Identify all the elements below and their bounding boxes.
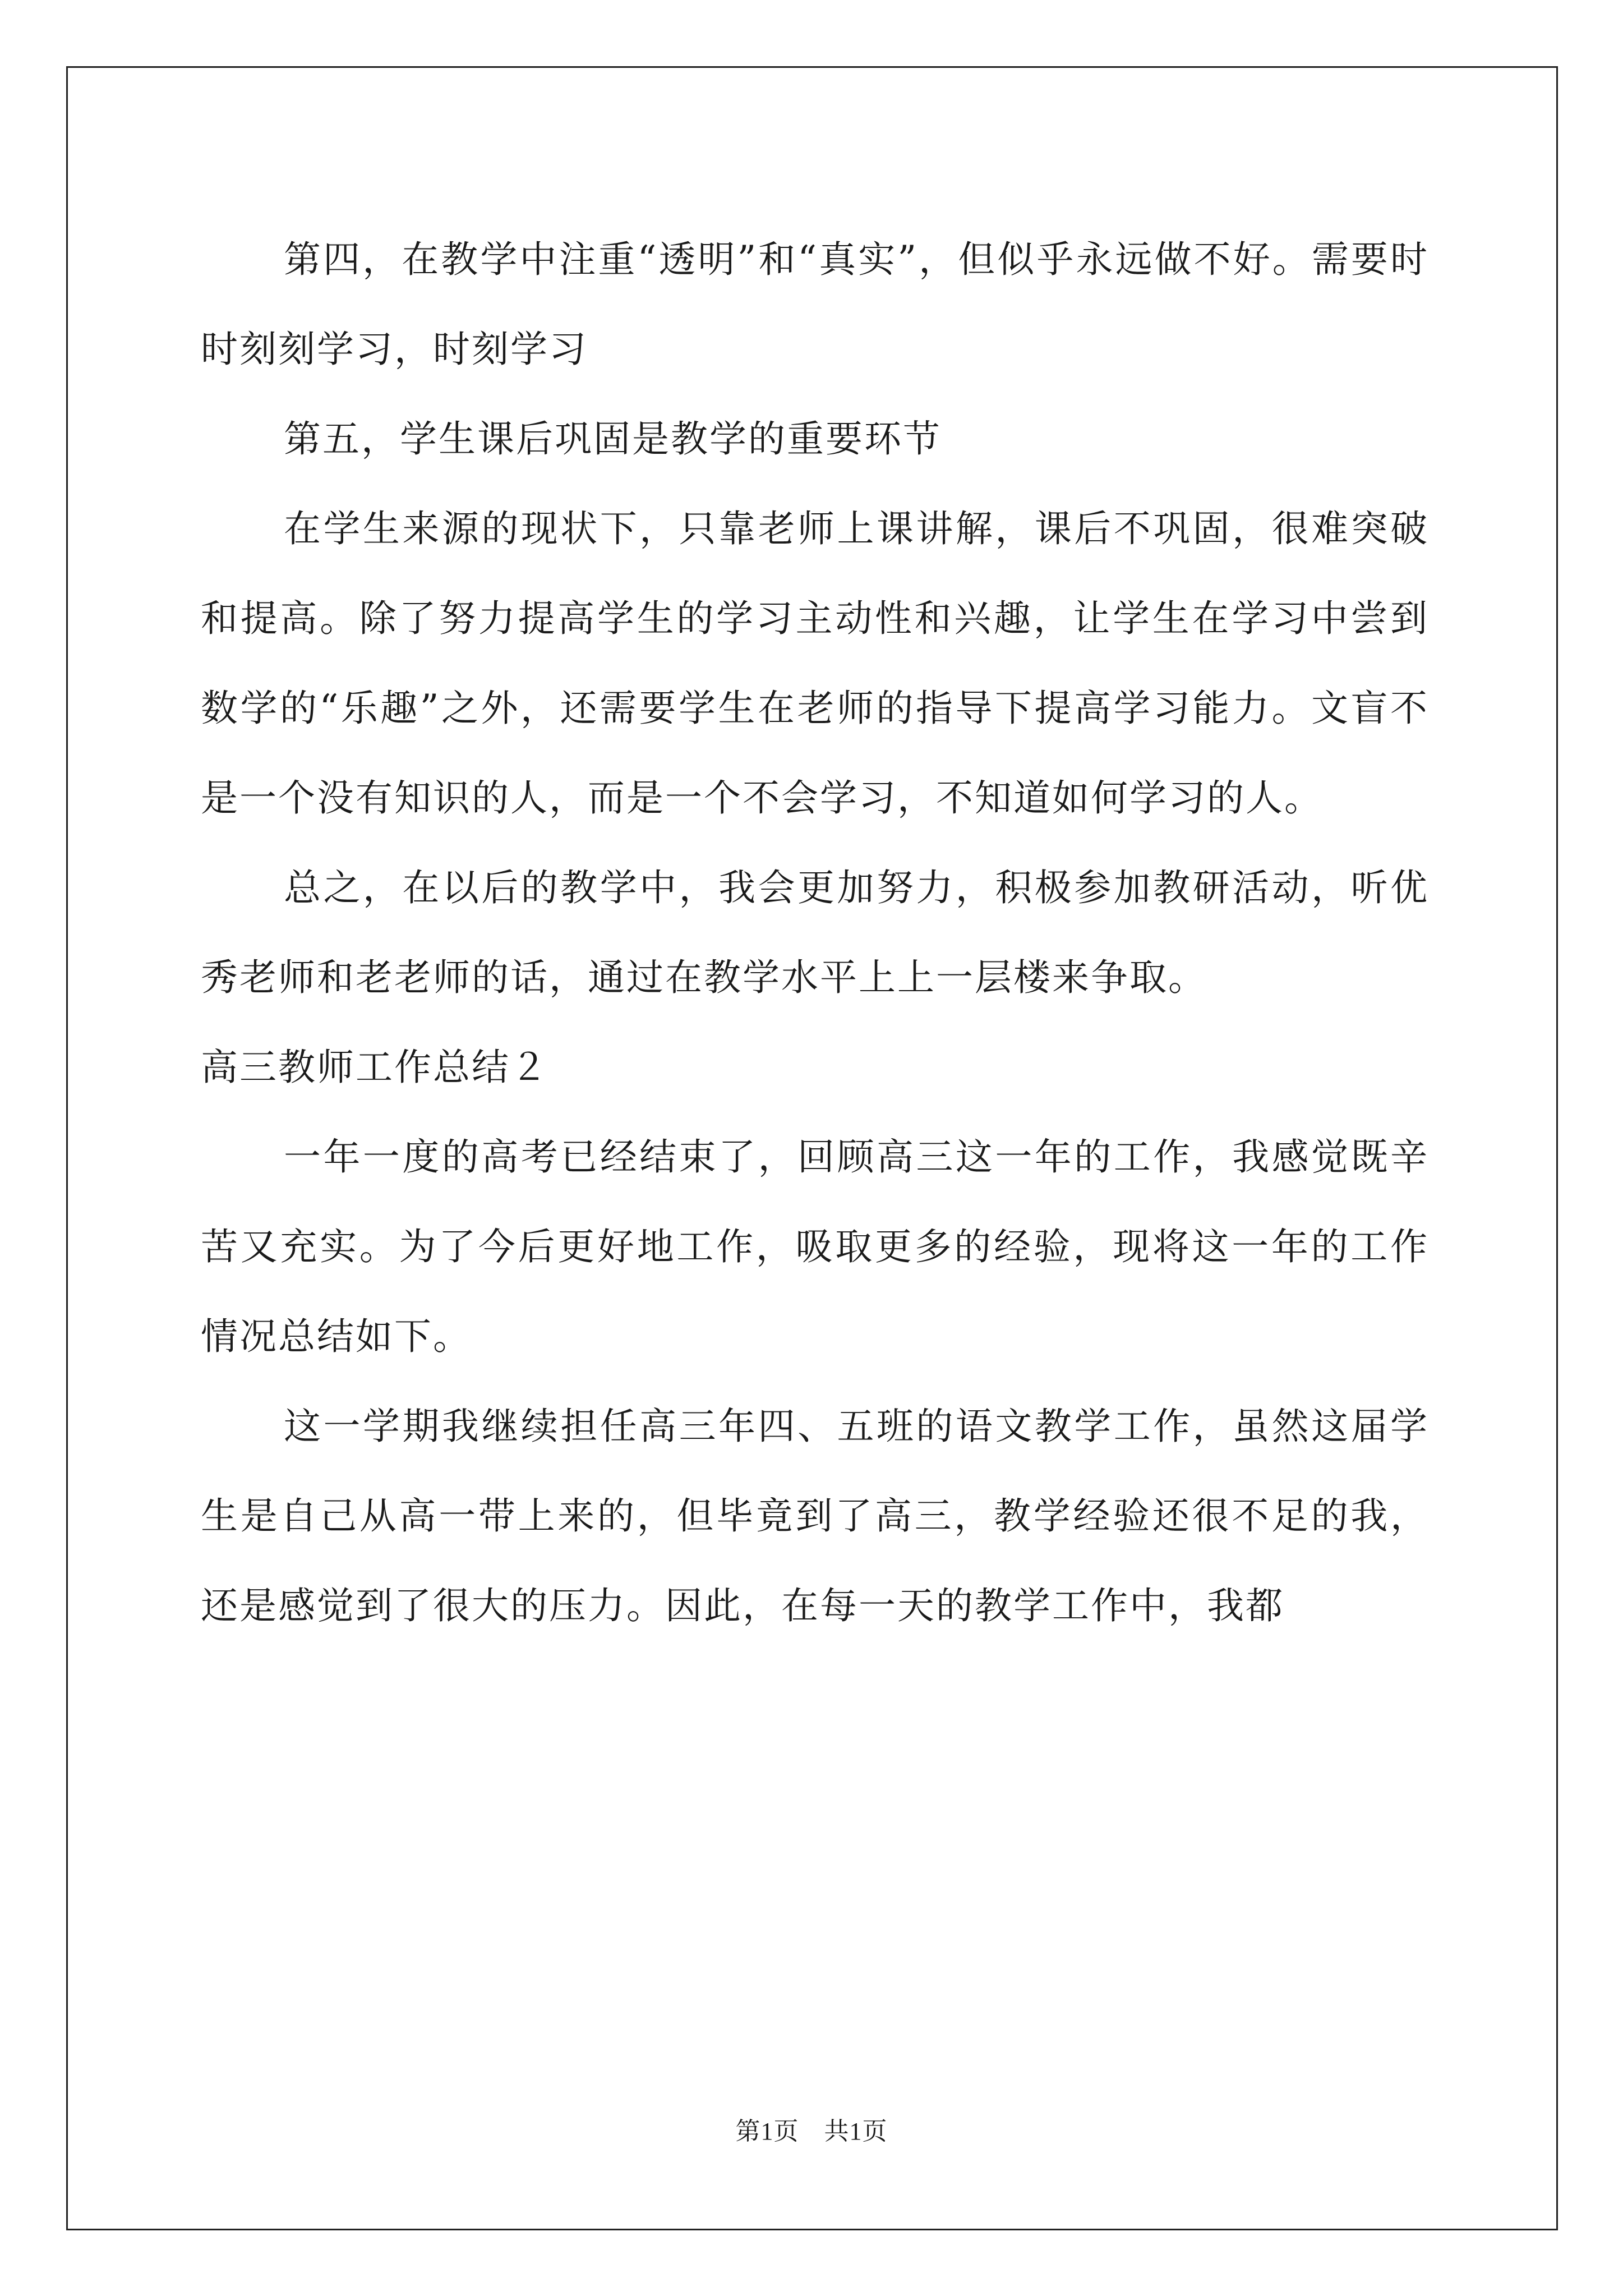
paragraph-fifth-point: 第五，学生课后巩固是教学的重要环节 [284, 417, 942, 461]
document-body [201, 215, 1429, 1651]
paragraph-teaching-duty: 这一学期我继续担任高三年四、五班的语文教学工作，虽然这届学生是自己从高一带上来的，但毕竟到了高三，教学经验还很不足的我，还是感觉到了很大的压力。因此，在每一天的教学工作中，我都 [201, 1405, 1429, 1627]
paragraph-intro: 一年一度的高考已经结束了，回顾高三这一年的工作，我感觉既辛苦又充实。为了今后更好地工作，吸取更多的经验，现将这一年的工作情况总结如下。 [201, 1135, 1429, 1358]
page-number-footer: 第1页 共1页 [735, 2118, 888, 2145]
paragraph-fourth-point: 第四，在教学中注重“透明”和“真实”，但似乎永远做不好。需要时时刻刻学习，时刻学习 [201, 238, 1429, 371]
section-heading: 高三教师工作总结２ [201, 1046, 549, 1089]
paragraph-conclusion: 总之，在以后的教学中，我会更加努力，积极参加教研活动，听优秀老师和老老师的话，通过在教学水平上上一层楼来争取。 [201, 866, 1429, 999]
paragraph-student-consolidation: 在学生来源的现状下，只靠老师上课讲解，课后不巩固，很难突破和提高。除了努力提高学生的学习主动性和兴趣，让学生在学习中尝到数学的“乐趣”之外，还需要学生在老师的指导下提高学习能力。文盲不是一个没有知识的人，而是一个不会学习，不知道如何学习的人。 [201, 507, 1429, 820]
